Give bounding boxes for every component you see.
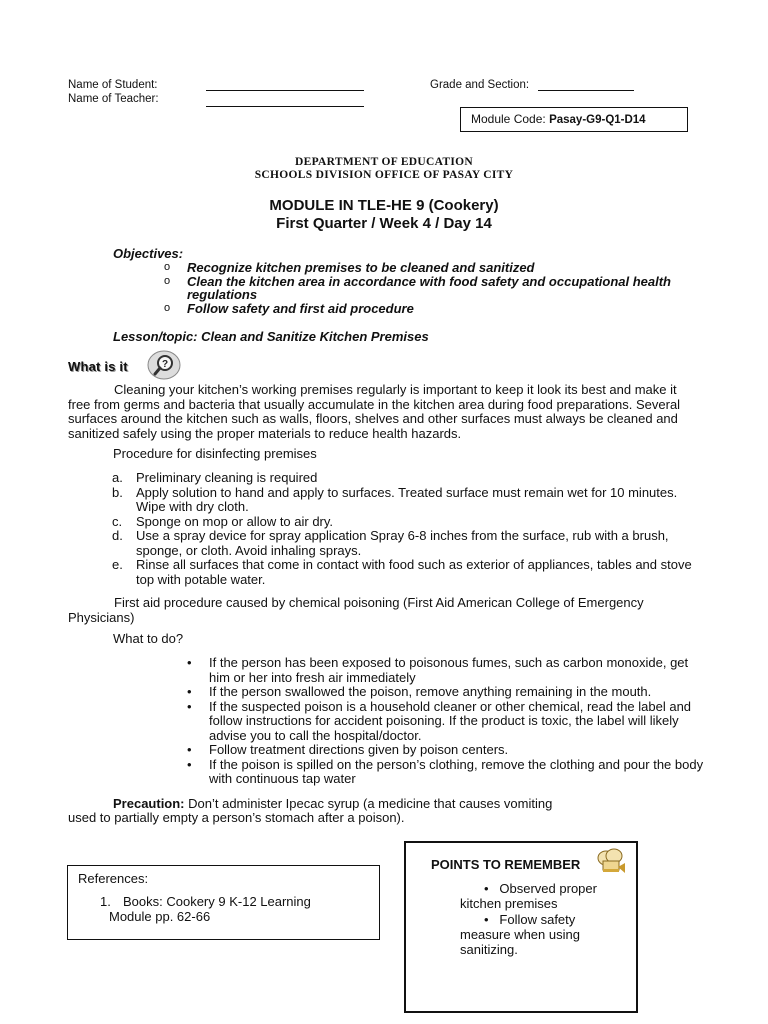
procedure-item: c. Sponge on mop or allow to air dry. — [112, 513, 334, 529]
objective-item: o Clean the kitchen area in accordance with food safety and occupational health regulations — [164, 273, 672, 302]
module-subtitle: First Quarter / Week 4 / Day 14 — [276, 215, 492, 232]
module-title: MODULE IN TLE-HE 9 (Cookery) — [269, 197, 499, 214]
precaution-line-2: used to partially empty a person’s stomach after a poison). — [68, 810, 405, 825]
first-aid-intro: First aid procedure caused by chemical poisoning (First Aid American College of Emergency Physicians) — [68, 595, 644, 625]
objectives-list — [164, 261, 724, 315]
procedure-item: b. Apply solution to hand and apply to surfaces. Treated surface must remain wet for 10 minutes. Wipe with dry cloth. — [112, 484, 678, 514]
teacher-name-blank — [206, 95, 364, 107]
first-aid-list — [185, 656, 705, 787]
intro-paragraph: Cleaning your kitchen’s working premises regularly is important to keep it look its best and make it free from germs and bacteria that usually accumulate in the kitchen area during food preparations. Several surfaces around the kitchen such as walls, floors, shelves and other surfaces must always be cleaned and sanitized safely using the proper materials to reduce health hazards. — [68, 382, 681, 441]
module-code-label: Module Code: — [471, 112, 546, 126]
references-marker: 1. — [100, 894, 111, 909]
magnifier-question-icon — [147, 350, 181, 380]
grade-section-label: Grade and Section: — [430, 79, 530, 91]
first-aid-item: • If the person swallowed the poison, remove anything remaining in the mouth. — [187, 684, 652, 699]
references-line-1: Books: Cookery 9 K-12 Learning — [123, 894, 311, 909]
objective-item: o Recognize kitchen premises to be cleaned and sanitized — [164, 260, 535, 275]
first-aid-item: • Follow treatment directions given by poison centers. — [187, 742, 509, 757]
svg-text:?: ? — [161, 359, 169, 370]
department-line-1: DEPARTMENT OF EDUCATION — [295, 156, 473, 168]
module-code-value: Pasay-G9-Q1-D14 — [549, 114, 646, 126]
point-item: • Follow safety — [484, 912, 576, 927]
point-item: • Observed proper — [484, 881, 597, 896]
student-name-blank — [206, 79, 364, 91]
procedure-item: e. Rinse all surfaces that come in contact with food such as exterior of appliances, tables and stove top with potable water. — [112, 557, 692, 587]
first-aid-item: • If the person has been exposed to poisonous fumes, such as carbon monoxide, get him or her into fresh air immediately — [187, 655, 689, 685]
point-item-line: kitchen premises — [460, 896, 558, 911]
references-line-2: Module pp. 62-66 — [109, 909, 211, 924]
procedure-item: a. Preliminary cleaning is required — [112, 470, 318, 485]
module-code-box — [460, 107, 688, 132]
precaution-label: Precaution: — [113, 796, 185, 811]
department-line-2: SCHOOLS DIVISION OFFICE OF PASAY CITY — [254, 169, 514, 181]
points-heading: POINTS TO REMEMBER — [431, 857, 581, 872]
objective-item: o Follow safety and first aid procedure — [164, 300, 414, 316]
point-item-line: sanitizing. — [460, 942, 518, 957]
references-box — [67, 865, 380, 940]
procedure-heading: Procedure for disinfecting premises — [113, 446, 317, 461]
procedure-list — [112, 471, 702, 587]
point-item-line: measure when using — [460, 927, 580, 942]
precaution-line-1: Precaution: Don’t administer Ipecac syrup (a medicine that causes vomiting — [113, 796, 553, 811]
first-aid-item: • If the suspected poison is a household cleaner or other chemical, read the label and follow instructions for accident poisoning. If the product is toxic, the label will likely advise you to call the hospital/doctor. — [187, 698, 692, 743]
references-heading: References: — [78, 871, 149, 886]
first-aid-item: • If the poison is spilled on the person’s clothing, remove the clothing and pour the body with continuous tap water — [187, 756, 704, 786]
what-to-do-heading: What to do? — [113, 631, 184, 646]
chef-hat-icon — [594, 847, 628, 877]
procedure-item: d. Use a spray device for spray application Spray 6-8 inches from the surface, rub with a brush, sponge, or cloth. Avoid inhaling sprays. — [112, 528, 669, 558]
what-is-it-heading: What is it — [68, 359, 128, 374]
grade-section-blank — [538, 79, 634, 91]
student-name-label: Name of Student: — [68, 79, 158, 91]
points-to-remember-box — [404, 841, 638, 1013]
teacher-name-label: Name of Teacher: — [68, 93, 159, 105]
lesson-topic: Lesson/topic: Clean and Sanitize Kitchen Premises — [113, 329, 429, 344]
objectives-heading: Objectives: — [113, 246, 184, 261]
